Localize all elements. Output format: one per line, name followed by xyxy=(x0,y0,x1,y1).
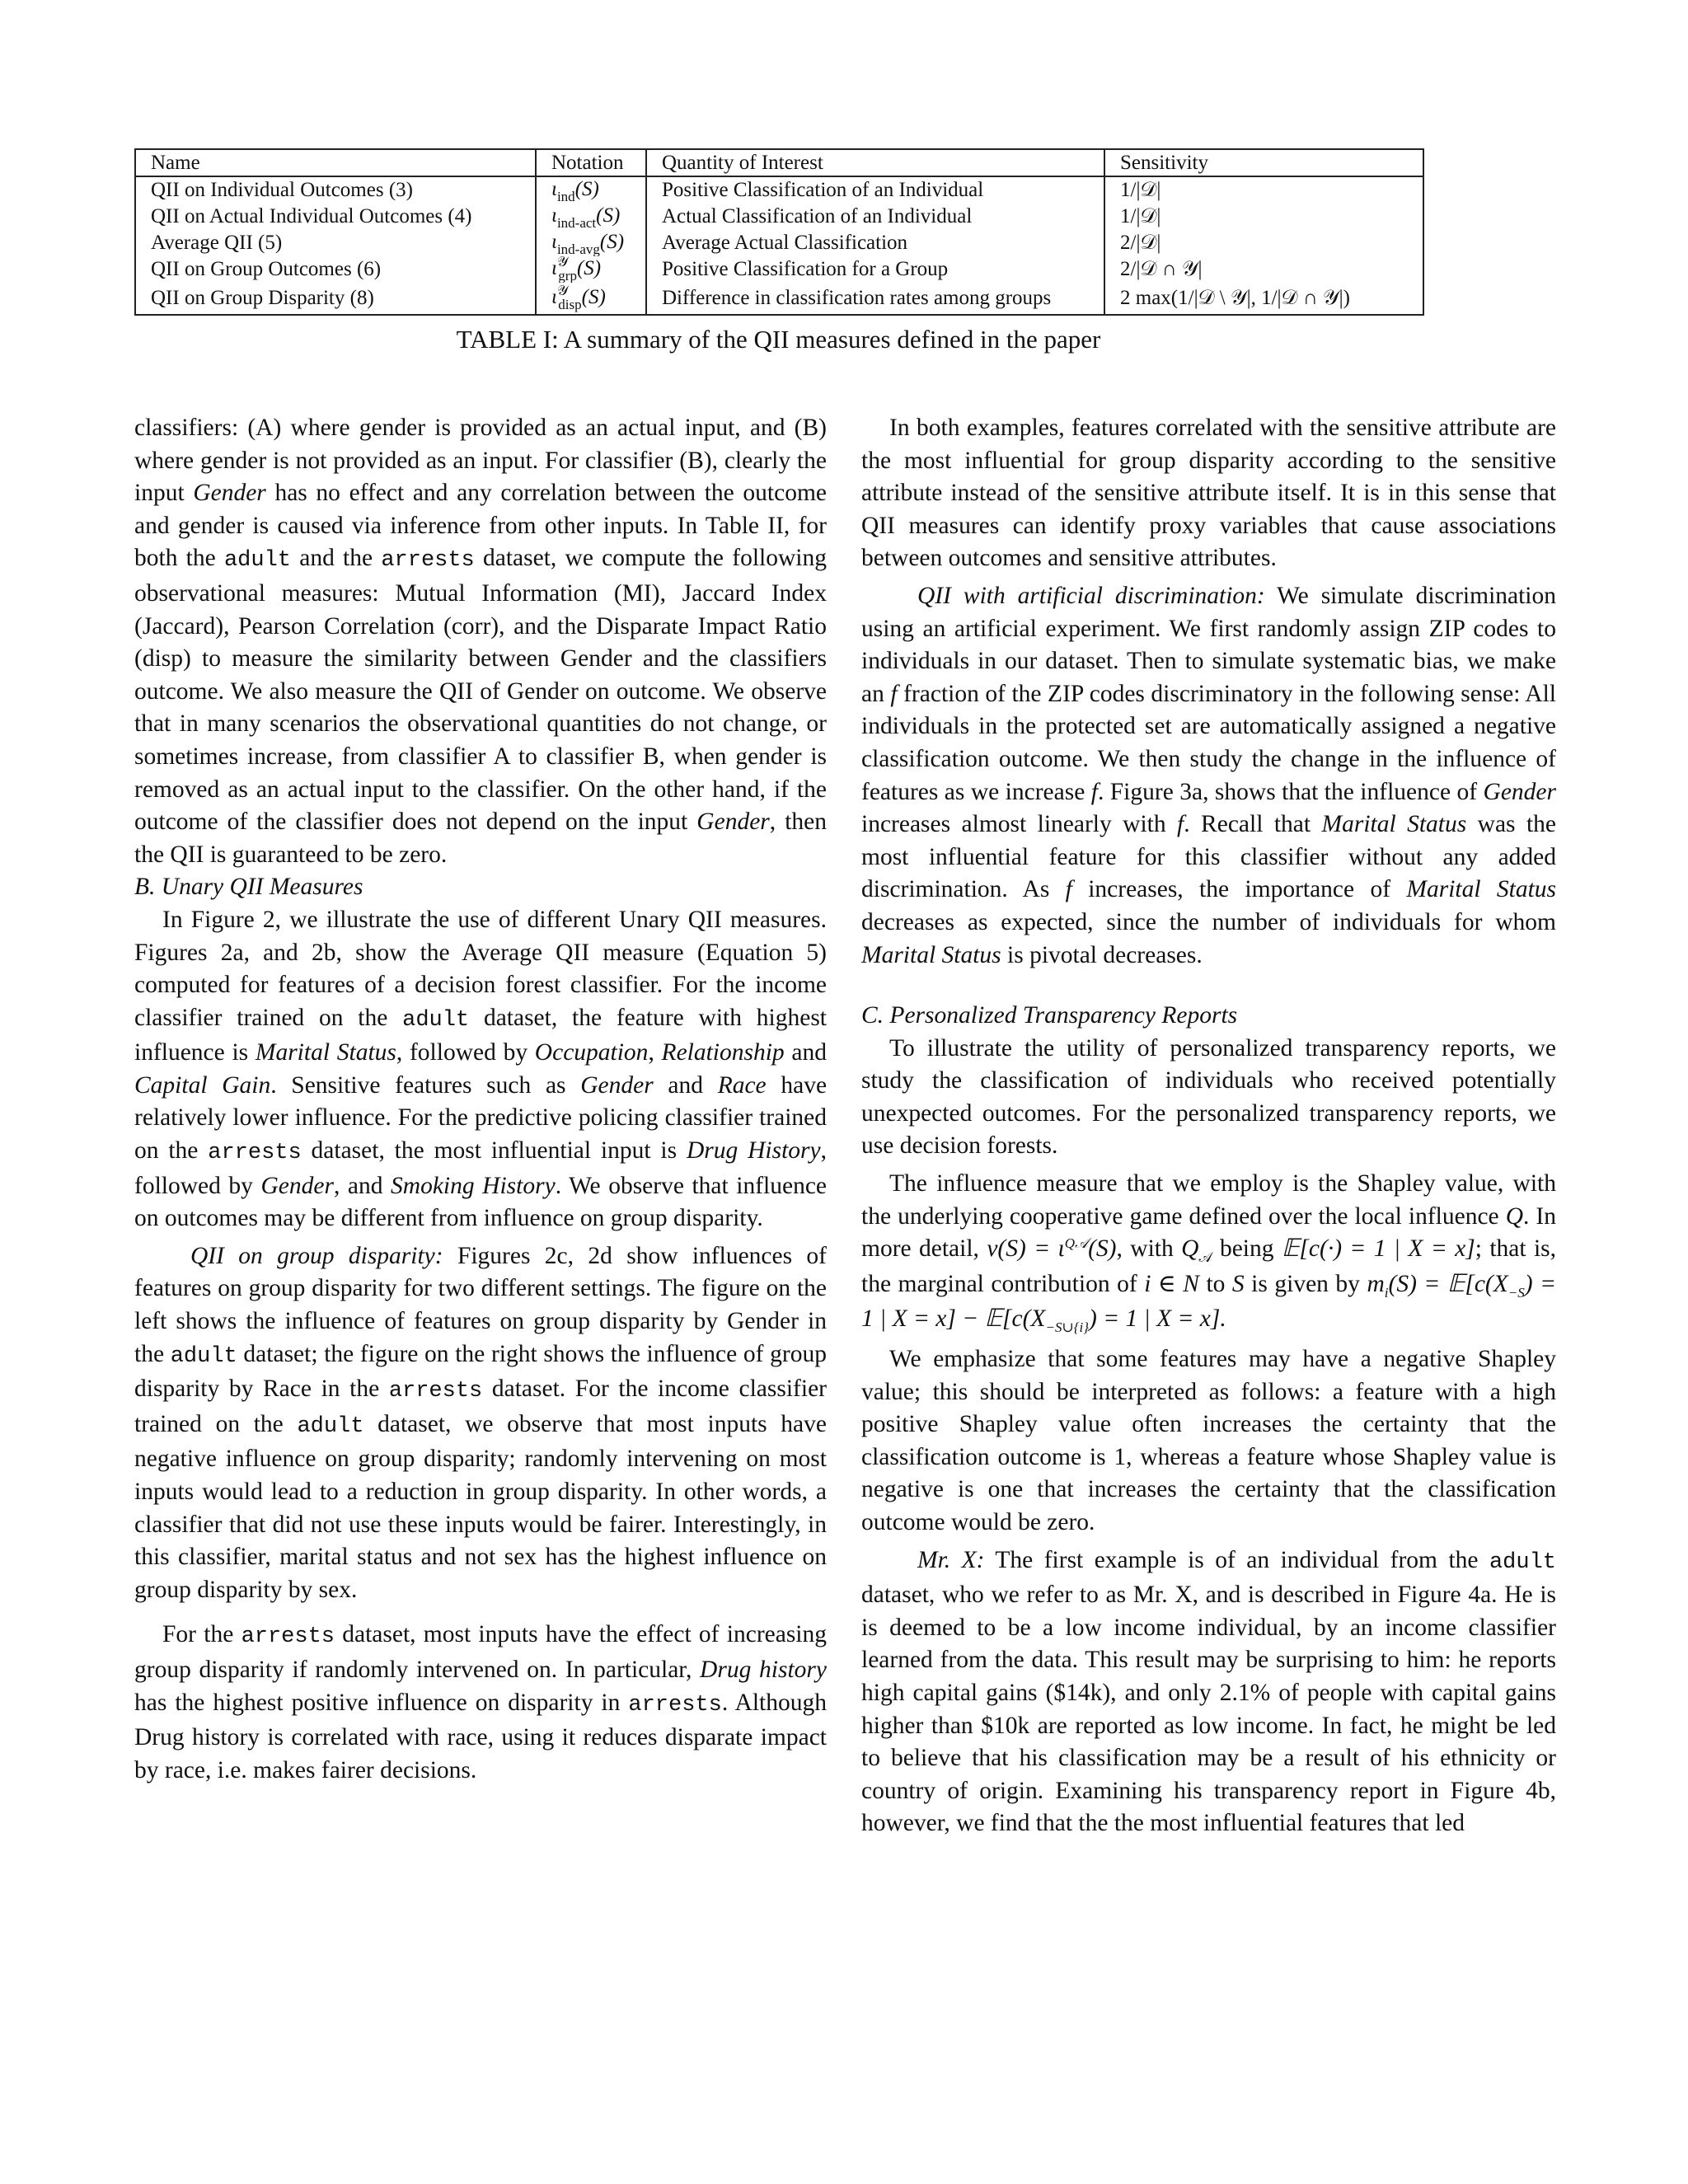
cell-name: QII on Individual Outcomes (3) xyxy=(135,176,536,204)
cell-sensitivity: 1/|𝒟| xyxy=(1104,204,1423,230)
math: f xyxy=(1065,876,1072,903)
section-heading-c: C. Personalized Transparency Reports xyxy=(861,1002,1238,1029)
text: increases almost linearly with xyxy=(861,811,1178,838)
text: Figures 2c, 2d show influences of features on group disparity for two different settings. The figure on the left shows the influence of features on group disparity by Gender in the xyxy=(134,1242,827,1367)
cell-notation xyxy=(536,230,646,256)
paragraph xyxy=(861,580,1556,972)
notation-arg: (S) xyxy=(581,286,606,308)
text: . Although Drug history is correlated with race, using it reduces disparate impact by race, i.e. makes fairer decisions. xyxy=(134,1689,828,1783)
math: v(S) = ι xyxy=(987,1235,1065,1263)
text: arrests xyxy=(628,1692,722,1718)
text: Marital Status xyxy=(255,1039,396,1066)
cell-name: QII on Group Outcomes (6) xyxy=(135,256,536,283)
math: (S) xyxy=(1088,1235,1117,1263)
paragraph xyxy=(134,1240,827,1607)
text: is given by xyxy=(1244,1270,1367,1297)
text: Gender xyxy=(260,1172,334,1199)
text: . Recall that xyxy=(1184,811,1322,838)
math: −S xyxy=(1507,1284,1525,1301)
paragraph: In both examples, features correlated with the sensitive attribute are the most influential for group disparity according to the sensitive attribute instead of the sensitive attribute itself. It is in this sense that QII measures can identify proxy variables that cause associations between outcomes and sensitive attributes. xyxy=(861,415,1556,572)
math: i ∈ N xyxy=(1144,1270,1199,1297)
text: increases, the importance of xyxy=(1071,876,1407,903)
notation-sub: ind-avg xyxy=(556,241,600,256)
paragraph: We emphasize that some features may have a negative Shapley value; this should be interpreted as follows: a feature with a high positive Shapley value often increases the certainty that the classification outcome is 1, whereas a feature whose Shapley value is negative is one that increases the certainty that the classification outcome would be zero. xyxy=(861,1346,1556,1535)
cell-sensitivity: 2/|𝒟| xyxy=(1104,230,1423,256)
text: adult xyxy=(297,1413,364,1439)
text: In Figure 2, we illustrate the use of different Unary QII measures. Figures 2a, and 2b, show the Average QII measure (Equation 5) computed for features of a decision forest classifier. For the income classifier trained on the xyxy=(134,906,827,1031)
text: . Figure 3a, shows that the influence of xyxy=(1097,778,1484,805)
text: has no effect and any correlation between the outcome and gender is caused via inference from other inputs. In Table II, for both the xyxy=(134,480,827,572)
text: adult xyxy=(1489,1549,1556,1575)
table-row xyxy=(135,176,1423,204)
cell-quantity: Positive Classification of an Individual xyxy=(646,176,1104,204)
text: fraction of the ZIP codes discriminatory in the following sense: All individuals in the protected set are automatically assigned a negative classification outcome. We then study the change in the influence of features as we increase xyxy=(861,680,1556,805)
text: have relatively lower influence. For the predictive policing classifier trained on the xyxy=(134,1071,828,1165)
math: −S∪{i} xyxy=(1045,1319,1090,1336)
math: ) = 1 | X = x] − 𝔼[c(X xyxy=(861,1270,1557,1333)
text: , and xyxy=(333,1172,392,1199)
text: adult xyxy=(170,1343,237,1369)
qii-summary-table xyxy=(134,148,1423,316)
text: dataset; the figure on the right shows the influence of group disparity by Race in the xyxy=(134,1340,828,1403)
paragraph xyxy=(134,1619,827,1787)
math: ) = 1 | X = x]. xyxy=(1089,1305,1226,1333)
math: (S) = 𝔼[c(X xyxy=(1388,1270,1508,1297)
text: . Sensitive features such as xyxy=(270,1071,581,1099)
cell-name: QII on Actual Individual Outcomes (4) xyxy=(135,204,536,230)
text: Marital Status xyxy=(1321,811,1467,838)
table-row xyxy=(135,256,1423,283)
text: classifiers: (A) where gender is provided as an actual input, and (B) where gender is not provided as an input. For classifier (B), clearly the input xyxy=(134,415,827,507)
notation-sub: ind-act xyxy=(556,215,597,230)
table-row xyxy=(135,230,1423,256)
text: has the highest positive influence on disparity in xyxy=(134,1689,629,1716)
text: ; that is, the marginal contribution of xyxy=(861,1235,1557,1297)
text: dataset, the most influential input is xyxy=(301,1137,687,1165)
notation-arg: (S) xyxy=(574,178,599,200)
cell-notation xyxy=(536,204,646,230)
header-name: Name xyxy=(135,149,536,176)
text: dataset, who we refer to as Mr. X, and is described in Figure 4a. He is is deemed to be a low income individual, by an income classifier learned from the data. This result may be surprising to him: he reports high capital gains ($14k), and only 2.1% of people with capital gains higher than $10k are reported as low income. In fact, he might be led to believe that his classification may be a result of his ethnicity or country of origin. Examining his transparency report in Figure 4b, however, we find that the the most influential features that led xyxy=(861,1582,1556,1837)
table-header-row xyxy=(135,149,1423,176)
cell-name: QII on Group Disparity (8) xyxy=(135,283,536,315)
math: i xyxy=(1384,1284,1389,1301)
runin-heading: QII with artificial discrimination: xyxy=(917,582,1265,609)
notation-arg: (S) xyxy=(576,257,602,279)
math: 𝔼[c(·) = 1 | X = x] xyxy=(1281,1235,1475,1263)
cell-name: Average QII (5) xyxy=(135,230,536,256)
cell-sensitivity: 2 max(1/|𝒟 \ 𝒴|, 1/|𝒟 ∩ 𝒴|) xyxy=(1104,283,1423,315)
math: f xyxy=(1090,778,1098,805)
text: arrests xyxy=(388,1379,483,1404)
text: is pivotal decreases. xyxy=(1001,941,1203,968)
text: Occupation xyxy=(534,1039,649,1066)
cell-quantity: Difference in classification rates among groups xyxy=(646,283,1104,315)
text: dataset, we observe that most inputs have negative influence on group disparity; randomly intervening on most inputs would lead to a reduction in group disparity. In other words, a classifier that did not use these inputs would be fairer. Interestingly, in this classifier, marital status and not sex has the highest influence on group disparity by sex. xyxy=(134,1410,827,1603)
header-quantity: Quantity of Interest xyxy=(646,149,1104,176)
text: Capital Gain xyxy=(134,1071,271,1099)
text: dataset, most inputs have the effect of increasing group disparity if randomly intervened on. In particular, xyxy=(134,1621,827,1683)
math: f xyxy=(890,680,898,707)
text: adult xyxy=(402,1007,470,1033)
header-sensitivity: Sensitivity xyxy=(1104,149,1423,176)
math: Q xyxy=(1505,1202,1524,1230)
text: dataset, the feature with highest influence is xyxy=(134,1004,827,1066)
text: adult xyxy=(223,548,291,574)
cell-notation xyxy=(536,256,646,283)
text: Smoking History xyxy=(391,1172,556,1199)
text: , then the QII is guaranteed to be zero. xyxy=(134,808,827,868)
math: Q𝒜 xyxy=(1064,1235,1089,1252)
header-notation: Notation xyxy=(536,149,646,176)
text: For the xyxy=(162,1621,241,1648)
table-row xyxy=(135,283,1423,315)
paragraph xyxy=(134,904,827,1235)
text: and xyxy=(784,1039,828,1066)
text: dataset, we compute the following observational measures: Mutual Information (MI), Jaccard Index (Jaccard), Pearson Correlation (corr), and the Disparate Impact Ratio (disp) to measure the similarity between Gender and the classifiers outcome. We also measure the QII of Gender on outcome. We observe that in many scenarios the observational quantities do not change, or sometimes increase, from classifier A to classifier B, when gender is removed as an actual input to the classifier. On the other hand, if the outcome of the classifier does not depend on the input xyxy=(134,545,827,836)
notation-sup: 𝒴 xyxy=(556,283,569,298)
text: to xyxy=(1198,1270,1232,1297)
text: Relationship xyxy=(661,1039,785,1066)
text: , followed by xyxy=(396,1039,535,1066)
text: Race xyxy=(717,1071,767,1099)
paragraph xyxy=(861,1544,1556,1840)
notation-arg: (S) xyxy=(596,204,621,227)
notation-base: ι xyxy=(551,257,557,279)
paragraph xyxy=(861,1168,1556,1338)
math: S xyxy=(1231,1270,1245,1297)
text: We simulate discrimination using an artificial experiment. We first randomly assign ZIP codes to individuals in our dataset. Then to simulate systematic bias, we make an xyxy=(861,582,1556,707)
text: Gender xyxy=(193,480,266,507)
text: Gender xyxy=(1483,778,1556,805)
table xyxy=(134,148,1424,316)
notation-sub: ind xyxy=(556,189,575,204)
notation-sub: disp xyxy=(558,297,582,312)
text: and xyxy=(653,1071,718,1099)
cell-notation xyxy=(536,176,646,204)
text: was the most influential feature for this classifier without any added discrimination. As xyxy=(861,811,1557,903)
math: m xyxy=(1367,1270,1385,1297)
math: 𝒜 xyxy=(1198,1249,1212,1266)
text: . In more detail, xyxy=(861,1202,1557,1263)
text: Gender xyxy=(696,808,770,836)
text: arrests xyxy=(241,1624,335,1650)
text: Marital Status xyxy=(1406,876,1557,903)
text: , followed by xyxy=(134,1137,827,1199)
text: decreases as expected, since the number of individuals for whom xyxy=(861,908,1556,935)
math: f xyxy=(1177,811,1184,838)
paragraph xyxy=(134,412,827,871)
runin-heading: QII on group disparity: xyxy=(190,1242,443,1269)
text: being xyxy=(1212,1235,1282,1263)
text: The influence measure that we employ is the Shapley value, with the underlying cooperative game defined over the local influence xyxy=(861,1170,1556,1230)
text: , with xyxy=(1116,1235,1182,1263)
text: Drug History xyxy=(686,1137,821,1165)
notation-sup: 𝒴 xyxy=(556,256,569,269)
notation-base: ι xyxy=(551,204,557,227)
text: dataset. For the income classifier trained on the xyxy=(134,1376,827,1437)
paragraph: To illustrate the utility of personalized transparency reports, we study the classification of individuals who received potentially unexpected outcomes. For the personalized transparency reports, we use decision forests. xyxy=(861,1034,1556,1160)
text: Drug history xyxy=(700,1656,827,1683)
notation-base: ι xyxy=(551,178,557,200)
cell-notation xyxy=(536,283,646,315)
notation-base: ι xyxy=(551,231,557,253)
text: The first example is of an individual from the xyxy=(984,1546,1489,1573)
section-heading-b: B. Unary QII Measures xyxy=(134,874,363,901)
cell-quantity: Average Actual Classification xyxy=(646,230,1104,256)
notation-sub: grp xyxy=(558,268,577,283)
notation-arg: (S) xyxy=(599,231,625,253)
cell-sensitivity: 1/|𝒟| xyxy=(1104,176,1423,204)
text: . We observe that influence on outcomes may be different from influence on group disparity. xyxy=(134,1172,828,1232)
cell-sensitivity: 2/|𝒟 ∩ 𝒴| xyxy=(1104,256,1423,283)
text: Marital Status xyxy=(861,941,1001,968)
text: , xyxy=(648,1039,662,1066)
table-row xyxy=(135,204,1423,230)
left-column xyxy=(134,412,827,1787)
text: arrests xyxy=(381,548,475,574)
text: arrests xyxy=(208,1141,302,1166)
cell-quantity: Positive Classification for a Group xyxy=(646,256,1104,283)
runin-heading: Mr. X: xyxy=(917,1546,985,1573)
cell-quantity: Actual Classification of an Individual xyxy=(646,204,1104,230)
notation-base: ι xyxy=(551,286,557,308)
text: and the xyxy=(290,545,382,572)
table-caption: TABLE I: A summary of the QII measures defined in the paper xyxy=(456,325,1101,354)
text: Gender xyxy=(580,1071,654,1099)
right-column xyxy=(861,412,1556,1840)
math: Q xyxy=(1181,1235,1199,1263)
